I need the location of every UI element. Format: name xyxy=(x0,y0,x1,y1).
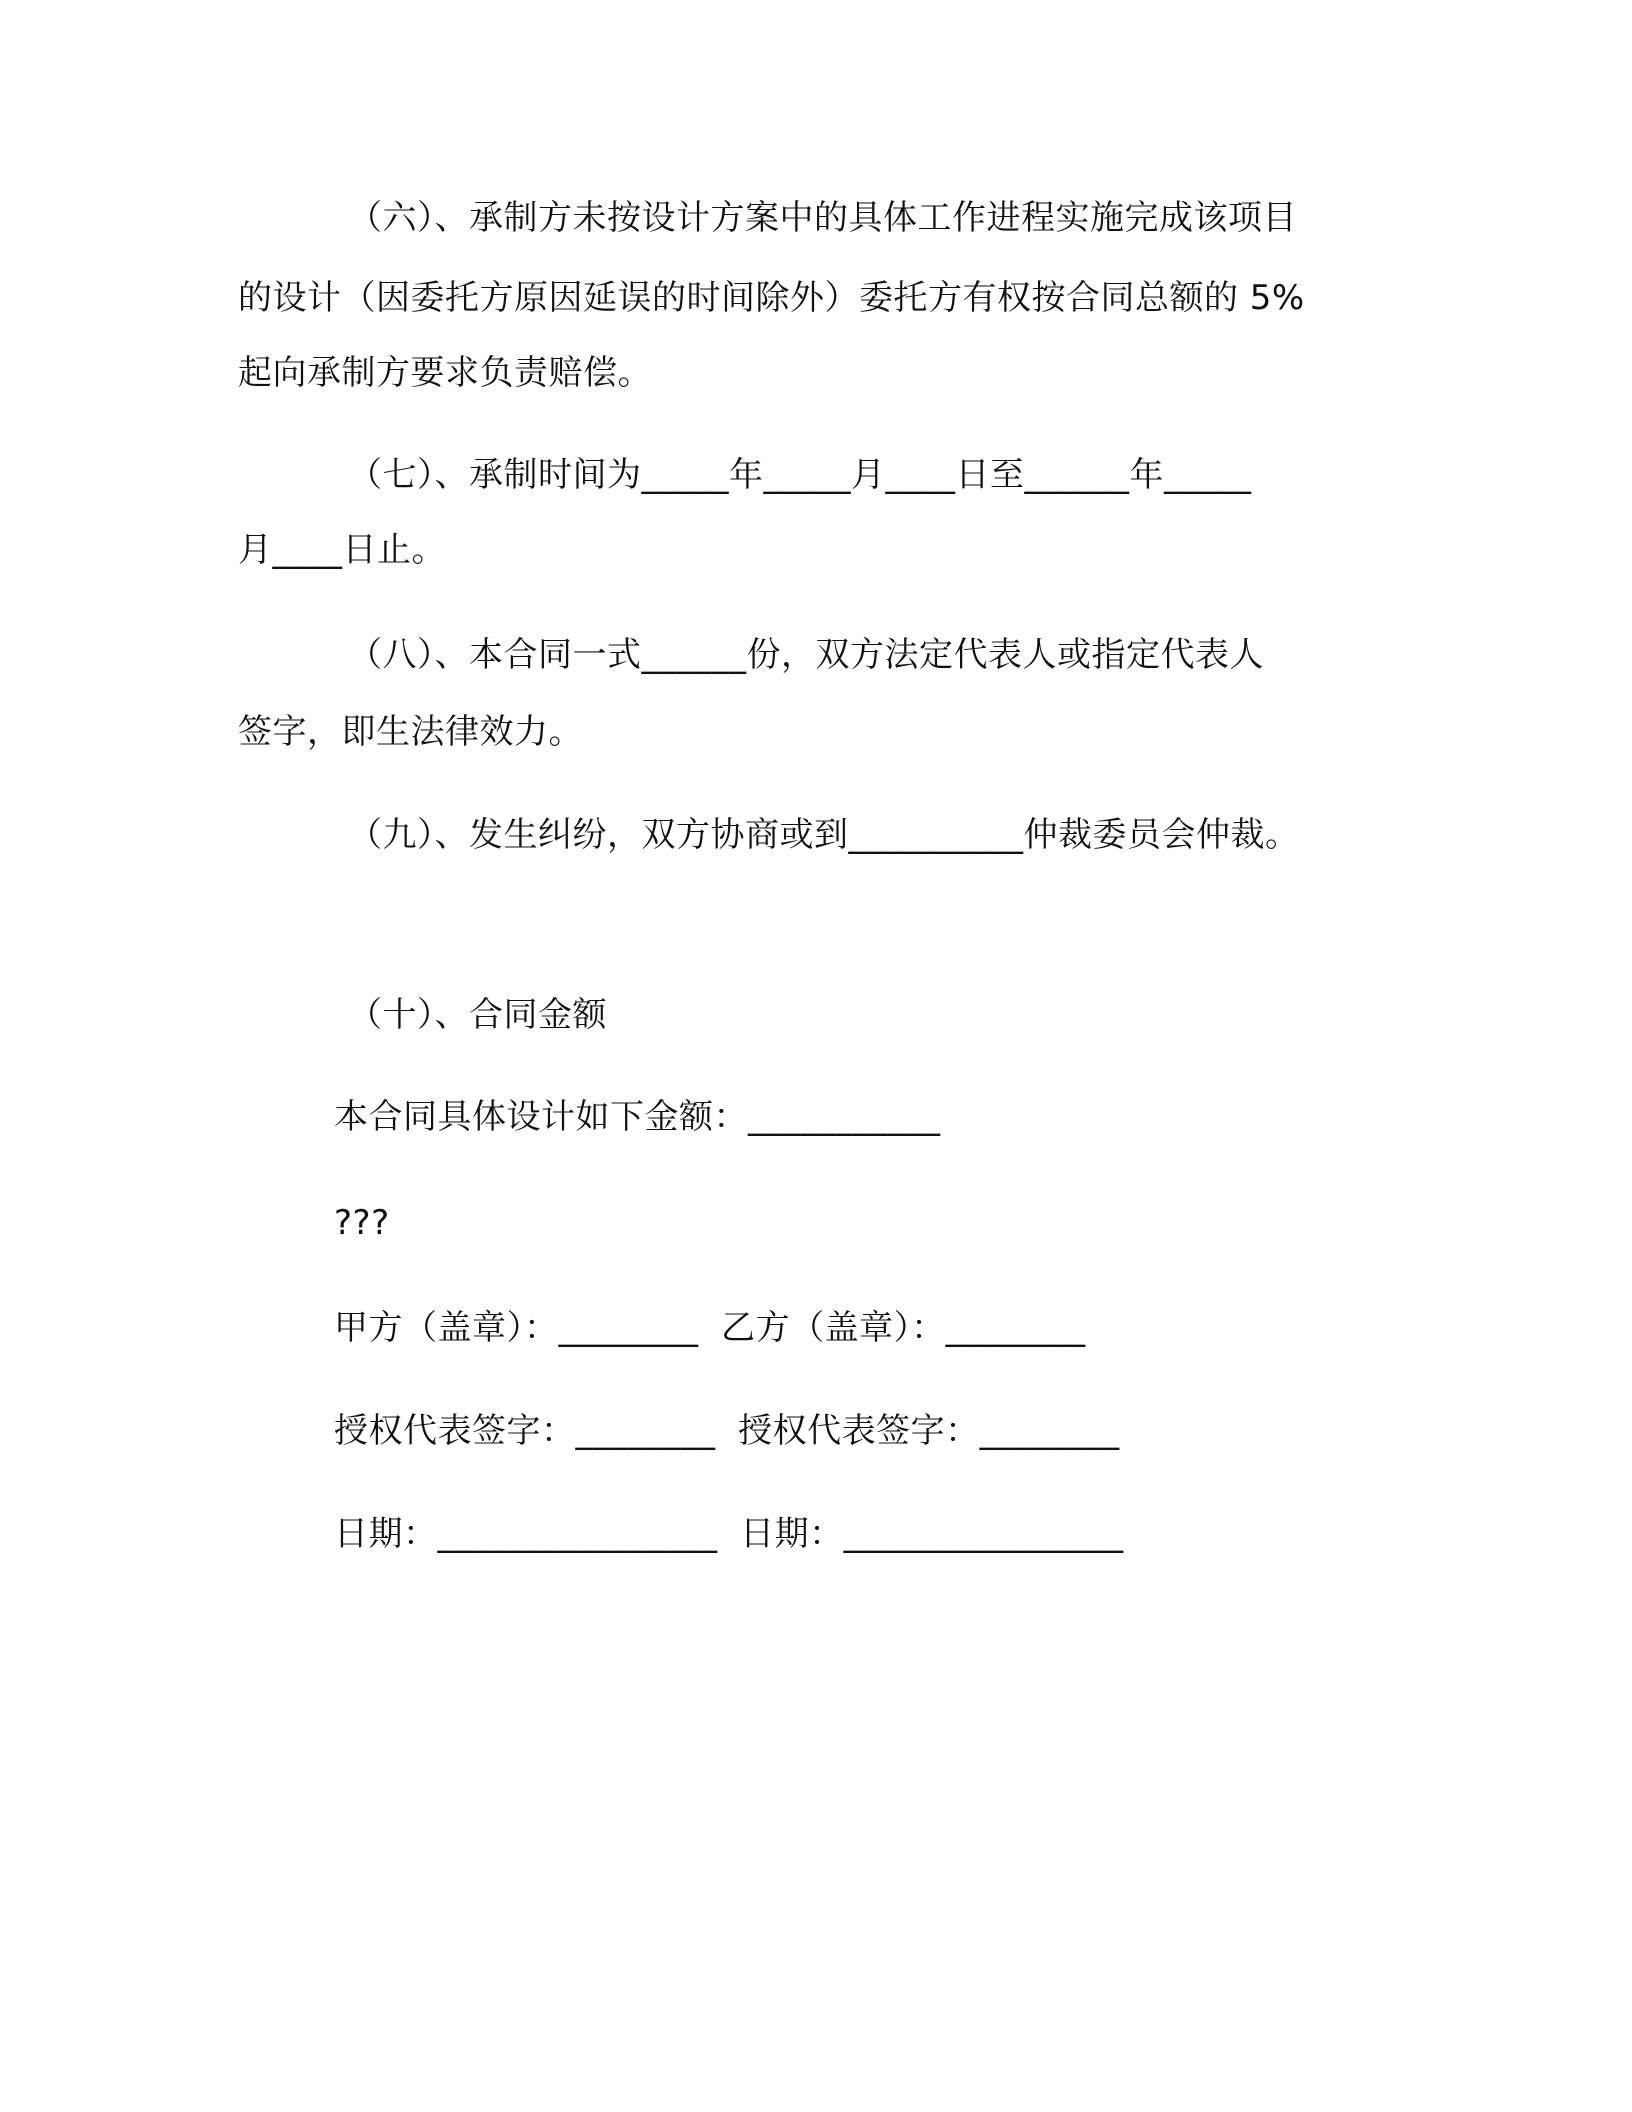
clause-6-line-1: （六）、承制方未按设计方案中的具体工作进程实施完成该项目 xyxy=(348,198,1297,238)
date-line: 日期：________________ 日期：________________ xyxy=(334,1514,1124,1554)
seal-line: 甲方（盖章）：________ 乙方（盖章）：________ xyxy=(334,1308,1086,1348)
clause-8-line-1: （八）、本合同一式______份，双方法定代表人或指定代表人 xyxy=(348,635,1264,675)
clause-9-line-1: （九）、发生纠纷，双方协商或到__________仲裁委员会仲裁。 xyxy=(348,815,1300,855)
clause-8-line-2: 签字，即生法律效力。 xyxy=(238,712,583,752)
clause-10-heading: （十）、合同金额 xyxy=(348,995,607,1035)
contract-amount-line: 本合同具体设计如下金额：___________ xyxy=(334,1097,941,1137)
clause-7-line-1: （七）、承制时间为_____年_____月____日至______年_____ xyxy=(348,455,1252,495)
clause-6-line-3: 起向承制方要求负责赔偿。 xyxy=(238,353,652,393)
placeholder-line: ??? xyxy=(334,1203,390,1243)
signature-line: 授权代表签字：________ 授权代表签字：________ xyxy=(334,1411,1120,1451)
clause-6-line-2: 的设计（因委托方原因延误的时间除外）委托方有权按合同总额的 5% xyxy=(238,278,1305,318)
clause-7-line-2: 月____日止。 xyxy=(238,530,446,570)
